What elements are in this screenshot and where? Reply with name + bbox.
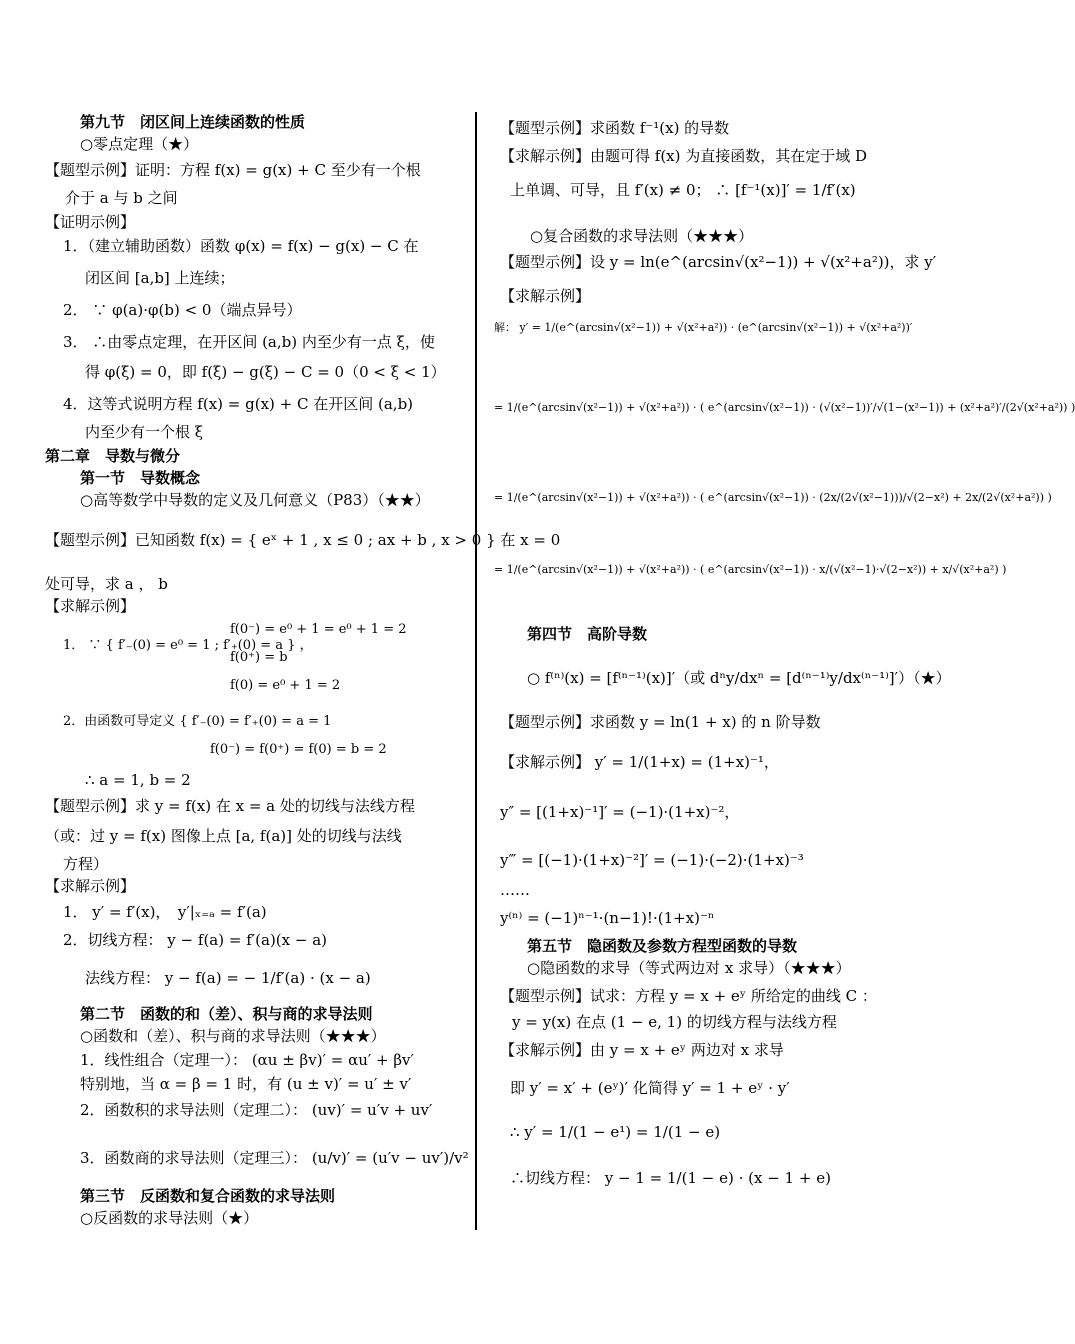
higher-derivative: ○ f⁽ⁿ⁾(x) = [f⁽ⁿ⁻¹⁾(x)]′（或 dⁿy/dxⁿ = [d⁽ⁿ⁻¹⁾y/dx⁽ⁿ⁻¹⁾]′）（★） (527, 669, 951, 687)
solution-4-cont: 上单调、可导，且 f′(x) ≠ 0； ∴ [f⁻¹(x)]′ = 1/f′(x) (510, 181, 856, 199)
higher-ellipsis: …… (500, 881, 530, 899)
implicit-step-2: 即 y′ = x′ + (eʸ)′ 化简得 y′ = 1 + eʸ · y′ (510, 1079, 790, 1097)
example-1: 【题型示例】证明：方程 f(x) = g(x) + C 至少有一个根 (45, 161, 421, 179)
composite-rule: ○复合函数的求导法则（★★★） (530, 227, 754, 245)
derivative-definition: ○高等数学中导数的定义及几何意义（P83）（★★） (80, 491, 430, 509)
example-4: 【题型示例】求函数 f⁻¹(x) 的导数 (500, 119, 730, 137)
zero-theorem: ○零点定理（★） (80, 135, 199, 153)
example-6: 【题型示例】求函数 y = ln(1 + x) 的 n 阶导数 (500, 713, 821, 731)
proof-step-4: 4．这等式说明方程 f(x) = g(x) + C 在开区间 (a,b) (63, 395, 414, 413)
higher-step-3: y‴ = [(−1)·(1+x)⁻²]′ = (−1)·(−2)·(1+x)⁻³ (500, 851, 804, 869)
section-3-title: 第三节 反函数和复合函数的求导法则 (80, 1187, 336, 1205)
implicit-step-3: ∴ y′ = 1/(1 − e¹) = 1/(1 − e) (510, 1123, 721, 1141)
proof-step-3-cont: 得 φ(ξ) = 0，即 f(ξ) − g(ξ) − C = 0（0 < ξ < 1） (85, 363, 446, 381)
rule-1: 1．线性组合（定理一）： (αu ± βv)′ = αu′ + βv′ (80, 1051, 414, 1069)
tangent-step-2: 2．切线方程： y − f(a) = f′(a)(x − a) (63, 931, 328, 949)
solution-1b: f(0⁻) = e⁰ + 1 = e⁰ + 1 = 2 (230, 622, 407, 637)
rule-1-special: 特别地，当 α = β = 1 时，有 (u ± v)′ = u′ ± v′ (80, 1075, 412, 1093)
solution-label-2: 【求解示例】 (45, 877, 136, 895)
proof-step-1-cont: 闭区间 [a,b] 上连续； (85, 269, 235, 287)
section-4-title: 第四节 高阶导数 (527, 625, 648, 643)
example-3-cont: （或：过 y = f(x) 图像上点 [a, f(a)] 处的切线与法线 (45, 827, 402, 845)
implicit-tangent: ∴切线方程： y − 1 = 1/(1 − e) · (x − 1 + e) (510, 1169, 831, 1187)
rule-3: 3．函数商的求导法则（定理三）： (u/v)′ = (u′v − uv′)/v² (80, 1149, 469, 1167)
example-3: 【题型示例】求 y = f(x) 在 x = a 处的切线与法线方程 (45, 797, 415, 815)
section-9-title: 第九节 闭区间上连续函数的性质 (80, 113, 306, 131)
example-7-cont: y = y(x) 在点 (1 − e, 1) 的切线方程与法线方程 (512, 1013, 837, 1031)
solution-5-line-2: = 1/(e^(arcsin√(x²−1)) + √(x²+a²)) · ( e^(arcsin√(x²−1)) · (√(x²−1))′/√(1−(x²−1)) + (x²+a²)′/(2√(x²+a²)) ) (494, 401, 1075, 414)
solution-5-line-3: = 1/(e^(arcsin√(x²−1)) + √(x²+a²)) · ( e^(arcsin√(x²−1)) · (2x/(2√(x²−1)))/√(2−x²) + 2x/(2√(x²+a²)) ) (494, 491, 1052, 504)
solution-4: 【求解示例】由题可得 f(x) 为直接函数，其在定于域 D (500, 147, 868, 165)
sum-rule-title: ○函数和（差）、积与商的求导法则（★★★） (80, 1027, 386, 1045)
normal-line: 法线方程： y − f(a) = − 1/f′(a) · (x − a) (85, 969, 371, 987)
proof-step-2: 2． ∵ φ(a)·φ(b) < 0（端点异号） (63, 301, 302, 319)
solution-1a: 1． ∵ { f′₋(0) = e⁰ = 1 ; f′₊(0) = a } ， (63, 638, 313, 653)
higher-step-2: y″ = [(1+x)⁻¹]′ = (−1)·(1+x)⁻²， (500, 803, 740, 821)
section-2-title: 第二节 函数的和（差）、积与商的求导法则 (80, 1005, 373, 1023)
proof-step-1: 1．（建立辅助函数）函数 φ(x) = f(x) − g(x) − C 在 (63, 237, 419, 255)
column-divider (475, 112, 477, 1230)
higher-result: y⁽ⁿ⁾ = (−1)ⁿ⁻¹·(n−1)!·(1+x)⁻ⁿ (500, 909, 715, 927)
example-2-cont: 处可导，求 a ， b (45, 575, 168, 593)
proof-label: 【证明示例】 (45, 213, 136, 231)
example-5: 【题型示例】设 y = ln(e^(arcsin√(x²−1)) + √(x²+a²))，求 y′ (500, 253, 937, 271)
implicit-step-1: 【求解示例】由 y = x + eʸ 两边对 x 求导 (500, 1041, 784, 1059)
implicit-rule: ○隐函数的求导（等式两边对 x 求导）（★★★） (527, 959, 851, 977)
example-1-cont: 介于 a 与 b 之间 (65, 189, 178, 207)
solution-1c: f(0⁺) = b (230, 650, 288, 665)
solution-3: ∴ a = 1, b = 2 (85, 771, 191, 789)
example-7: 【题型示例】试求：方程 y = x + eʸ 所给定的曲线 C ： (500, 987, 877, 1005)
section-1-title: 第一节 导数概念 (80, 469, 201, 487)
solution-5-line-4: = 1/(e^(arcsin√(x²−1)) + √(x²+a²)) · ( e^(arcsin√(x²−1)) · x/(√(x²−1)·√(2−x²)) + x/√(x²+a²) ) (494, 563, 1007, 576)
section-5-title: 第五节 隐函数及参数方程型函数的导数 (527, 937, 798, 955)
solution-5-line-1: 解： y′ = 1/(e^(arcsin√(x²−1)) + √(x²+a²)) · (e^(arcsin√(x²−1)) + √(x²+a²))′ (494, 321, 913, 334)
solution-2a: 2．由函数可导定义 { f′₋(0) = f′₊(0) = a = 1 (63, 714, 332, 729)
chapter-2-title: 第二章 导数与微分 (45, 447, 181, 465)
example-2: 【题型示例】已知函数 f(x) = { eˣ + 1 , x ≤ 0 ; ax + b , x > 0 } 在 x = 0 (45, 531, 561, 549)
solution-2b: f(0⁻) = f(0⁺) = f(0) = b = 2 (210, 742, 387, 757)
solution-1d: f(0) = e⁰ + 1 = 2 (230, 678, 341, 693)
proof-step-4-cont: 内至少有一个根 ξ (85, 423, 204, 441)
rule-2: 2．函数积的求导法则（定理二）： (uv)′ = u′v + uv′ (80, 1101, 433, 1119)
example-3-cont2: 方程） (63, 855, 109, 873)
solution-5-label: 【求解示例】 (500, 287, 591, 305)
inverse-rule: ○反函数的求导法则（★） (80, 1209, 259, 1227)
tangent-step-1: 1． y′ = f′(x)， y′|ₓ₌ₐ = f′(a) (63, 903, 267, 921)
higher-step-1: 【求解示例】 y′ = 1/(1+x) = (1+x)⁻¹， (500, 753, 779, 771)
proof-step-3: 3． ∴由零点定理，在开区间 (a,b) 内至少有一点 ξ，使 (63, 333, 435, 351)
solution-label: 【求解示例】 (45, 597, 136, 615)
